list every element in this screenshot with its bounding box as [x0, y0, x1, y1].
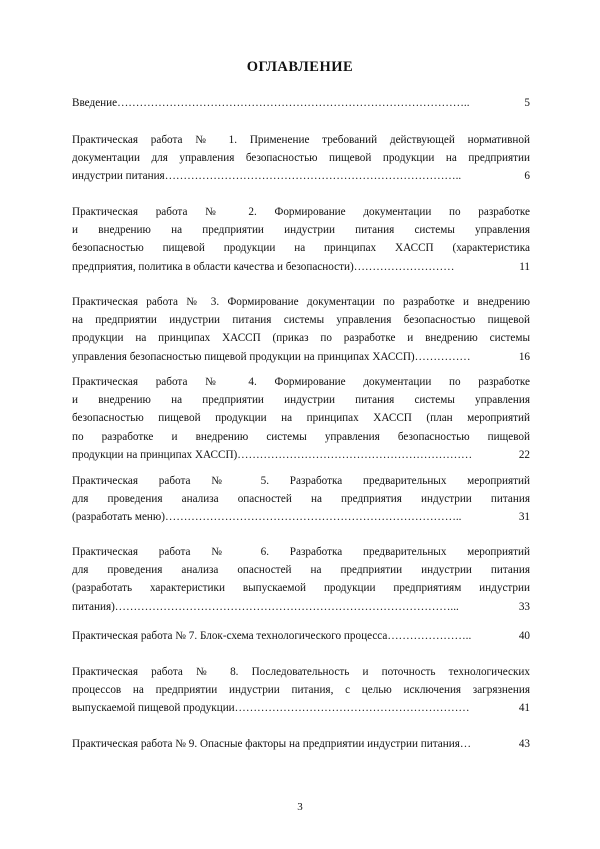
toc-entry-text: Практическая работа № 6. Разработка предварительных мероприятий	[72, 546, 530, 558]
toc-entry-text: процессов на предприятии индустрии питания, с целью исключения загрязнения	[72, 684, 530, 697]
toc-entry-page: 6	[524, 170, 530, 183]
toc-entry-text: Практическая работа № 2. Формирование документации по разработке	[72, 206, 530, 218]
toc-entry-text: на предприятии индустрии питания системы управления безопасностью пищевой	[72, 314, 530, 327]
toc-entry-text: Практическая работа № 7. Блок-схема технологического процесса…………………..	[72, 630, 472, 642]
toc-heading: ОГЛАВЛЕНИЕ	[246, 59, 354, 75]
toc-entry-page: 43	[518, 738, 530, 750]
toc-entry-text: и внедрению на предприятии индустрии питания системы управления	[72, 394, 530, 407]
toc-entry-practical-1	[72, 131, 530, 186]
toc-entry-practical-2	[72, 203, 530, 276]
toc-entry-text: Введение…………………………………………………………………………………..	[72, 97, 470, 109]
toc-entry-text: управления безопасностью пищевой продукции на принципах ХАССП)……………	[72, 350, 471, 363]
page-number: 3	[297, 801, 303, 813]
toc-entry-text: и внедрению на предприятии индустрии питания системы управления	[72, 224, 530, 237]
toc-entry-text: документации для управления безопасностью пищевой продукции на предприятии	[72, 152, 530, 165]
toc-entry-practical-3	[72, 293, 530, 366]
toc-entry-practical-4	[72, 373, 530, 464]
toc-entry-text: продукции на принципах ХАССП)………………………………………………………	[72, 448, 473, 461]
toc-entry-text: для проведения анализа опасностей на предприятия индустрии питания	[72, 493, 530, 506]
toc-entry-text: Практическая работа № 4. Формирование документации по разработке	[72, 376, 530, 388]
toc-entry-page: 16	[518, 350, 530, 363]
toc-entry-text: Практическая работа № 5. Разработка предварительных мероприятий	[72, 475, 530, 487]
toc-entry-page: 33	[518, 600, 530, 613]
toc-entry-practical-9	[72, 735, 530, 753]
toc-entry-introduction	[72, 94, 530, 112]
toc-entry-text: выпускаемой пищевой продукции………………………………………………………	[72, 702, 470, 715]
toc-entry-text: индустрии питания……………………………………………………………………..	[72, 170, 462, 183]
toc-entry-page: 40	[518, 630, 530, 642]
toc-entry-page: 5	[524, 97, 530, 109]
toc-entry-text: для проведения анализа опасностей на предприятии индустрии питания	[72, 564, 530, 577]
toc-entry-practical-5	[72, 472, 530, 527]
toc-entry-text: продукции на принципах ХАССП (приказ по разработке и внедрению системы	[72, 332, 530, 345]
toc-entry-text: предприятия, политика в области качества и безопасности)………………………	[72, 260, 455, 273]
toc-entry-text: безопасностью пищевой продукции на принципах ХАССП (характеристика	[72, 242, 530, 255]
toc-entry-text: по разработке и внедрению системы управления безопасностью пищевой	[72, 430, 530, 443]
toc-entry-text: безопасностью пищевой продукции на принципах ХАССП (план мероприятий	[72, 412, 530, 425]
toc-entry-text: Практическая работа № 1. Применение требований действующей нормативной	[72, 134, 530, 146]
toc-entry-text: (разработать меню)……………………………………………………………………..	[72, 511, 462, 524]
toc-entry-page: 11	[519, 260, 530, 273]
toc-entry-page: 41	[518, 702, 530, 715]
toc-entry-text: Практическая работа № 3. Формирование документации по разработке и внедрению	[72, 296, 530, 308]
toc-entry-practical-8	[72, 663, 530, 718]
toc-entry-page: 22	[518, 448, 530, 461]
toc-entry-text: (разработать характеристики выпускаемой продукции предприятиям индустрии	[72, 582, 530, 595]
toc-entry-page: 31	[518, 511, 530, 524]
toc-entry-practical-7	[72, 627, 530, 645]
toc-entry-practical-6	[72, 543, 530, 616]
toc-entry-text: Практическая работа № 9. Опасные факторы на предприятии индустрии питания…	[72, 738, 472, 750]
toc-entry-text: питания)………………………………………………………………………………...	[72, 600, 459, 613]
toc-entry-text: Практическая работа № 8. Последовательность и поточность технологических	[72, 666, 530, 678]
